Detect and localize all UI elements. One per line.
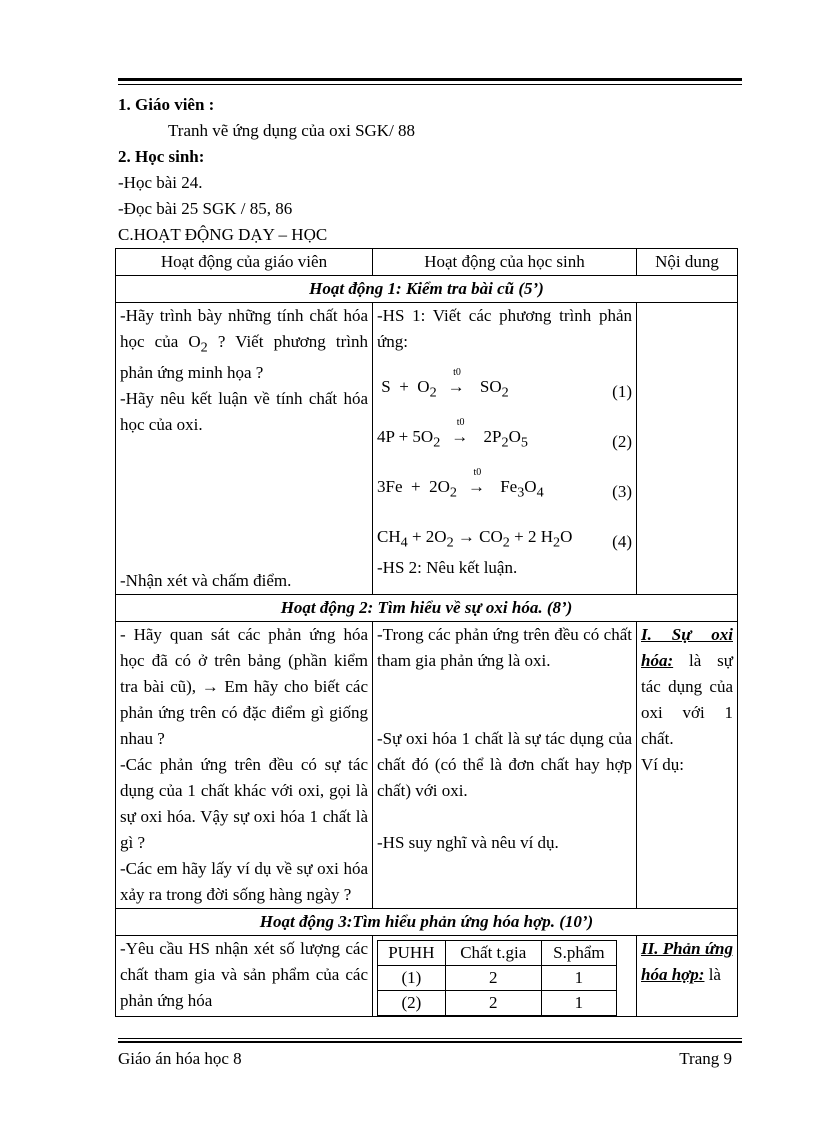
act2-content-heading-text: I. Sự oxi hóa: [641,625,733,671]
lesson-table [115,248,738,1017]
activity2-row [116,622,738,909]
act3-content-text: là [704,965,721,985]
activity3-row [116,936,738,1017]
inner-cell: (1) [378,966,446,991]
act2-teacher-2: -Các phản ứng trên đều có sự tác dụng của 1 chất khác với oxi, gọi là sự oxi hóa. Vậy sự oxi hóa 1 chất là gì ? [120,755,368,853]
activity1-title-row [116,276,738,303]
inner-cell: 1 [541,966,616,991]
footer-rule-thin [118,1038,742,1039]
activity1-content-cell [637,303,738,595]
act2-student-2: -Sự oxi hóa 1 chất là sự tác dụng của chất đó (có thể là đơn chất hay hợp chất) với oxi. [377,729,632,801]
activity2-teacher-cell [116,622,373,909]
student-item-1: -Học bài 24. [118,173,203,192]
act2-student-1: -Trong các phản ứng trên đều có chất tham gia phản ứng là oxi. [377,625,632,671]
activity3-content-cell [637,936,738,1017]
act1-teacher-q1: -Hãy trình bày những tính chất hóa học của $O_2$ ? Viết phương trình phản ứng minh họa ? [120,306,368,383]
activity2-content-cell [637,622,738,909]
footer-rule-thick [118,1041,742,1043]
activity1-teacher-cell [116,303,373,595]
activity2-student-cell [373,622,637,909]
activity3-title: Hoạt động 3:Tìm hiểu phản ứng hóa hợp. (10’) [116,909,738,936]
footer-title: Giáo án hóa học 8 [118,1049,242,1068]
eq3-number: (3) [612,482,632,501]
activity3-student-cell [373,936,637,1017]
arrow-icon: t0 → [445,374,467,400]
activity1-title: Hoạt động 1: Kiểm tra bài cũ (5’) [116,276,738,303]
equation-3: $3Fe + 2O_2$ t0 → $Fe_3O_4$ (3) [377,455,632,505]
activity2-title-row [116,595,738,622]
act3-teacher-1: -Yêu cầu HS nhận xét số lượng các chất tham gia và sản phẩm của các phản ứng hóa [120,939,368,1011]
reaction-summary-table [377,940,617,1016]
table-header-row [116,249,738,276]
eq3-condition: t0 [473,466,482,478]
inner-row-2 [378,991,617,1016]
teacher-heading [118,92,738,118]
header-student: Hoạt động của học sinh [373,249,637,276]
eq2-condition: t0 [456,416,465,428]
eq1-condition: t0 [453,366,461,378]
student-item-2: -Đọc bài 25 SGK / 85, 86 [118,199,293,218]
activity1-student-cell [373,303,637,595]
header-rule-thick [118,78,742,81]
act1-student-1: -HS 1: Viết các phương trình phản ứng: [377,306,632,351]
intro-section [118,92,738,248]
act1-teacher-q1-a: -Hãy trình bày những tính chất hóa học của O [120,306,368,351]
act1-teacher-q2: -Hãy nêu kết luận về tính chất hóa học của oxi. [120,389,368,435]
inner-cell: 1 [541,991,616,1016]
teacher-heading-text: 1. Giáo viên : [118,95,215,114]
inner-header-products: S.phẩm [541,941,616,966]
eq2-number: (2) [612,432,632,451]
act2-teacher-3: -Các em hãy lấy ví dụ về sự oxi hóa xảy ra trong đời sống hàng ngày ? [120,859,368,905]
act2-teacher-1: - Hãy quan sát các phản ứng hóa học đã có ở trên bảng (phần kiểm tra bài cũ), → Em hãy cho biết các phản ứng trên có đặc điểm gì giống nhau ? [120,625,368,749]
inner-row-1 [378,966,617,991]
page-number: Trang 9 [679,1049,732,1068]
act1-teacher-q3: -Nhận xét và chấm điểm. [120,571,292,591]
teacher-item: Tranh vẽ ứng dụng của oxi SGK/ 88 [168,121,416,140]
act2-student-3: -HS suy nghĩ và nêu ví dụ. [377,833,559,853]
student-heading: 2. Học sinh: [118,147,205,166]
activity3-teacher-cell [116,936,373,1017]
activity3-title-row [116,909,738,936]
act3-content-heading-text: II. Phản ứng hóa hợp: [641,939,733,985]
inner-header-row [378,941,617,966]
act1-teacher-q1-b: ? Viết phương trình phản ứng minh họa ? [120,332,368,383]
equation-2: $4P + 5O_2$ t0 → $2P_2O_5$ (2) [377,405,632,455]
inner-cell: 2 [445,991,541,1016]
act2-content-example: Ví dụ: [641,755,684,775]
act2-content-text: là sự tác dụng của oxi với 1 chất. [641,651,733,749]
header-teacher: Hoạt động của giáo viên [116,249,373,276]
inner-cell: 2 [445,966,541,991]
equation-4: $CH_4 + 2O_2 \to CO_2 + 2$ $H_2O$ (4) [377,526,632,551]
activity1-row [116,303,738,595]
header-rule-thin [118,84,742,85]
act1-student-2: -HS 2: Nêu kết luận. [377,558,518,577]
arrow-icon: t0 → [465,474,487,500]
activity2-title: Hoạt động 2: Tìm hiểu về sự oxi hóa. (8’) [116,595,738,622]
equation-1: $S + O_2$ t0 → $SO_2$ (1) [377,355,632,405]
inner-header-puhh: PUHH [378,941,446,966]
eq1-number: (1) [612,382,632,401]
section-c-heading: C.HOẠT ĐỘNG DẠY – HỌC [118,225,328,244]
arrow-icon: t0 → [449,424,471,450]
inner-header-reactants: Chất t.gia [445,941,541,966]
header-content: Nội dung [637,249,738,276]
inner-cell: (2) [378,991,446,1016]
